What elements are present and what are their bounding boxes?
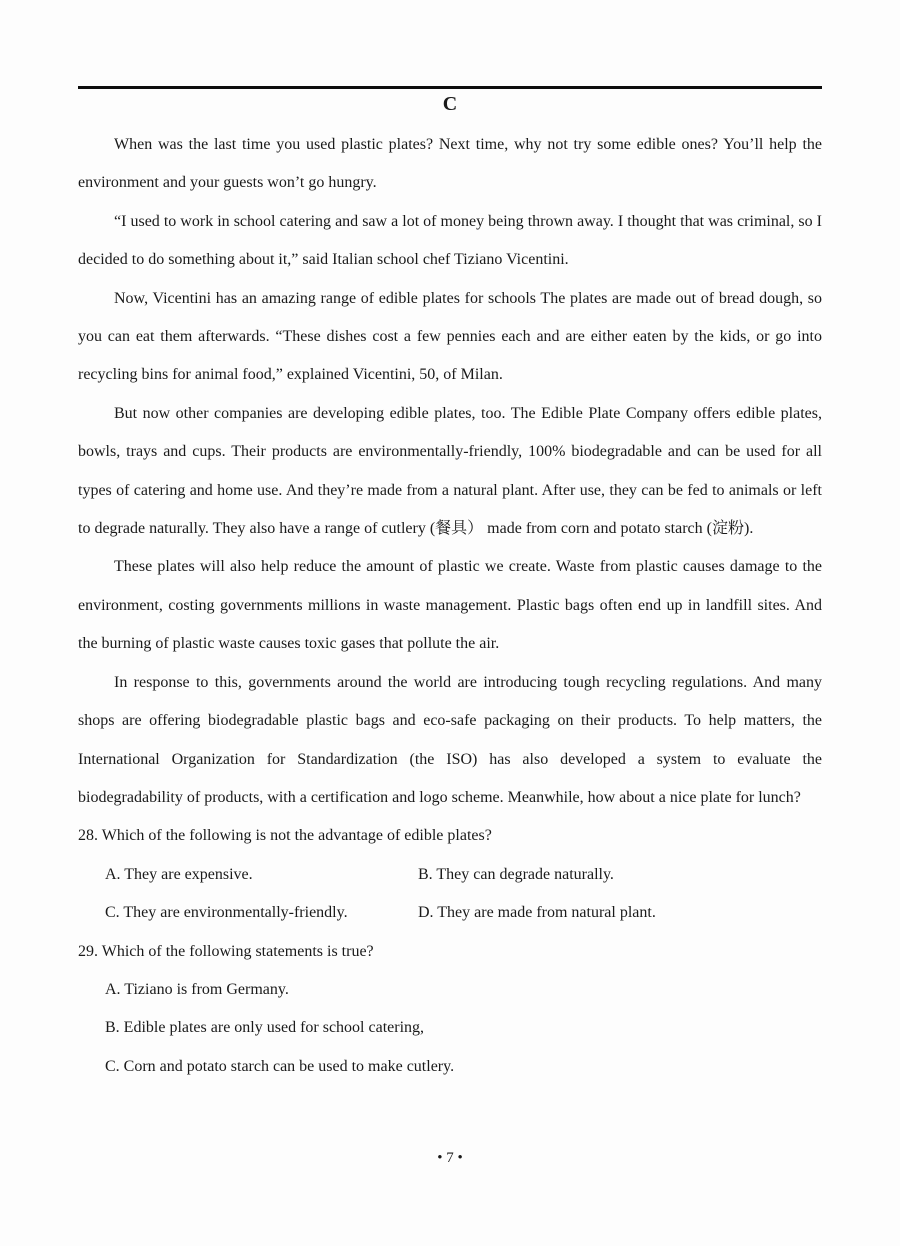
question-28-option-c: C. They are environmentally-friendly. (105, 904, 348, 922)
passage-paragraph-1: When was the last time you used plastic plates? Next time, why not try some edible ones? You’ll help the environment and your guests won’t go hungry. (78, 136, 822, 192)
passage-paragraph-4: But now other companies are developing edible plates, too. The Edible Plate Company offers edible plates, bowls, trays and cups. Their products are environmentally-friendly, 100% biodegradable and can be used for all types of catering and home use. And they’re made from a natural plant. After use, they can be fed to animals or left to degrade naturally. They also have a range of cutlery (餐具） made from corn and potato starch (淀粉). (78, 404, 822, 538)
question-29-option-b: B. Edible plates are only used for school catering, (105, 1019, 425, 1037)
section-divider-line (78, 86, 822, 89)
question-29-option-c: C. Corn and potato starch can be used to make cutlery. (105, 1057, 455, 1075)
question-28-options-row-1 (78, 856, 822, 894)
question-29-option-a: A. Tiziano is from Germany. (105, 980, 289, 998)
question-28-option-a: A. They are expensive. (105, 865, 253, 883)
passage-paragraph-3: Now, Vicentini has an amazing range of edible plates for schools The plates are made out of bread dough, so you can eat them afterwards. “These dishes cost a few pennies each and are either eaten by the kids, or go into recycling bins for animal food,” explained Vicentini, 50, of Milan. (78, 289, 822, 384)
question-29 (78, 933, 822, 1087)
passage-paragraph-5: These plates will also help reduce the amount of plastic we create. Waste from plastic causes damage to the environment, costing governments millions in waste management. Plastic bags often end up in landfill sites. And the burning of plastic waste causes toxic gases that pollute the air. (78, 558, 822, 653)
passage-paragraph-6: In response to this, governments around the world are introducing tough recycling regulations. And many shops are offering biodegradable plastic bags and eco-safe packaging on their products. To help matters, the International Organization for Standardization (the ISO) has also developed a system to evaluate the biodegradability of products, with a certification and logo scheme. Meanwhile, how about a nice plate for lunch? (78, 673, 822, 806)
question-28 (78, 817, 822, 932)
section-heading: C (442, 93, 458, 115)
question-28-option-b: B. They can degrade naturally. (418, 865, 614, 883)
passage-content (78, 126, 822, 1086)
passage-paragraph-2: “I used to work in school catering and saw a lot of money being thrown away. I thought that was criminal, so I decided to do something about it,” said Italian school chef Tiziano Vicentini. (78, 212, 822, 269)
question-28-text: 28. Which of the following is not the advantage of edible plates? (78, 827, 492, 845)
question-28-options-row-2 (78, 894, 822, 932)
question-29-text: 29. Which of the following statements is true? (78, 942, 374, 960)
page-number: • 7 • (437, 1150, 463, 1166)
question-28-option-d: D. They are made from natural plant. (418, 904, 656, 922)
